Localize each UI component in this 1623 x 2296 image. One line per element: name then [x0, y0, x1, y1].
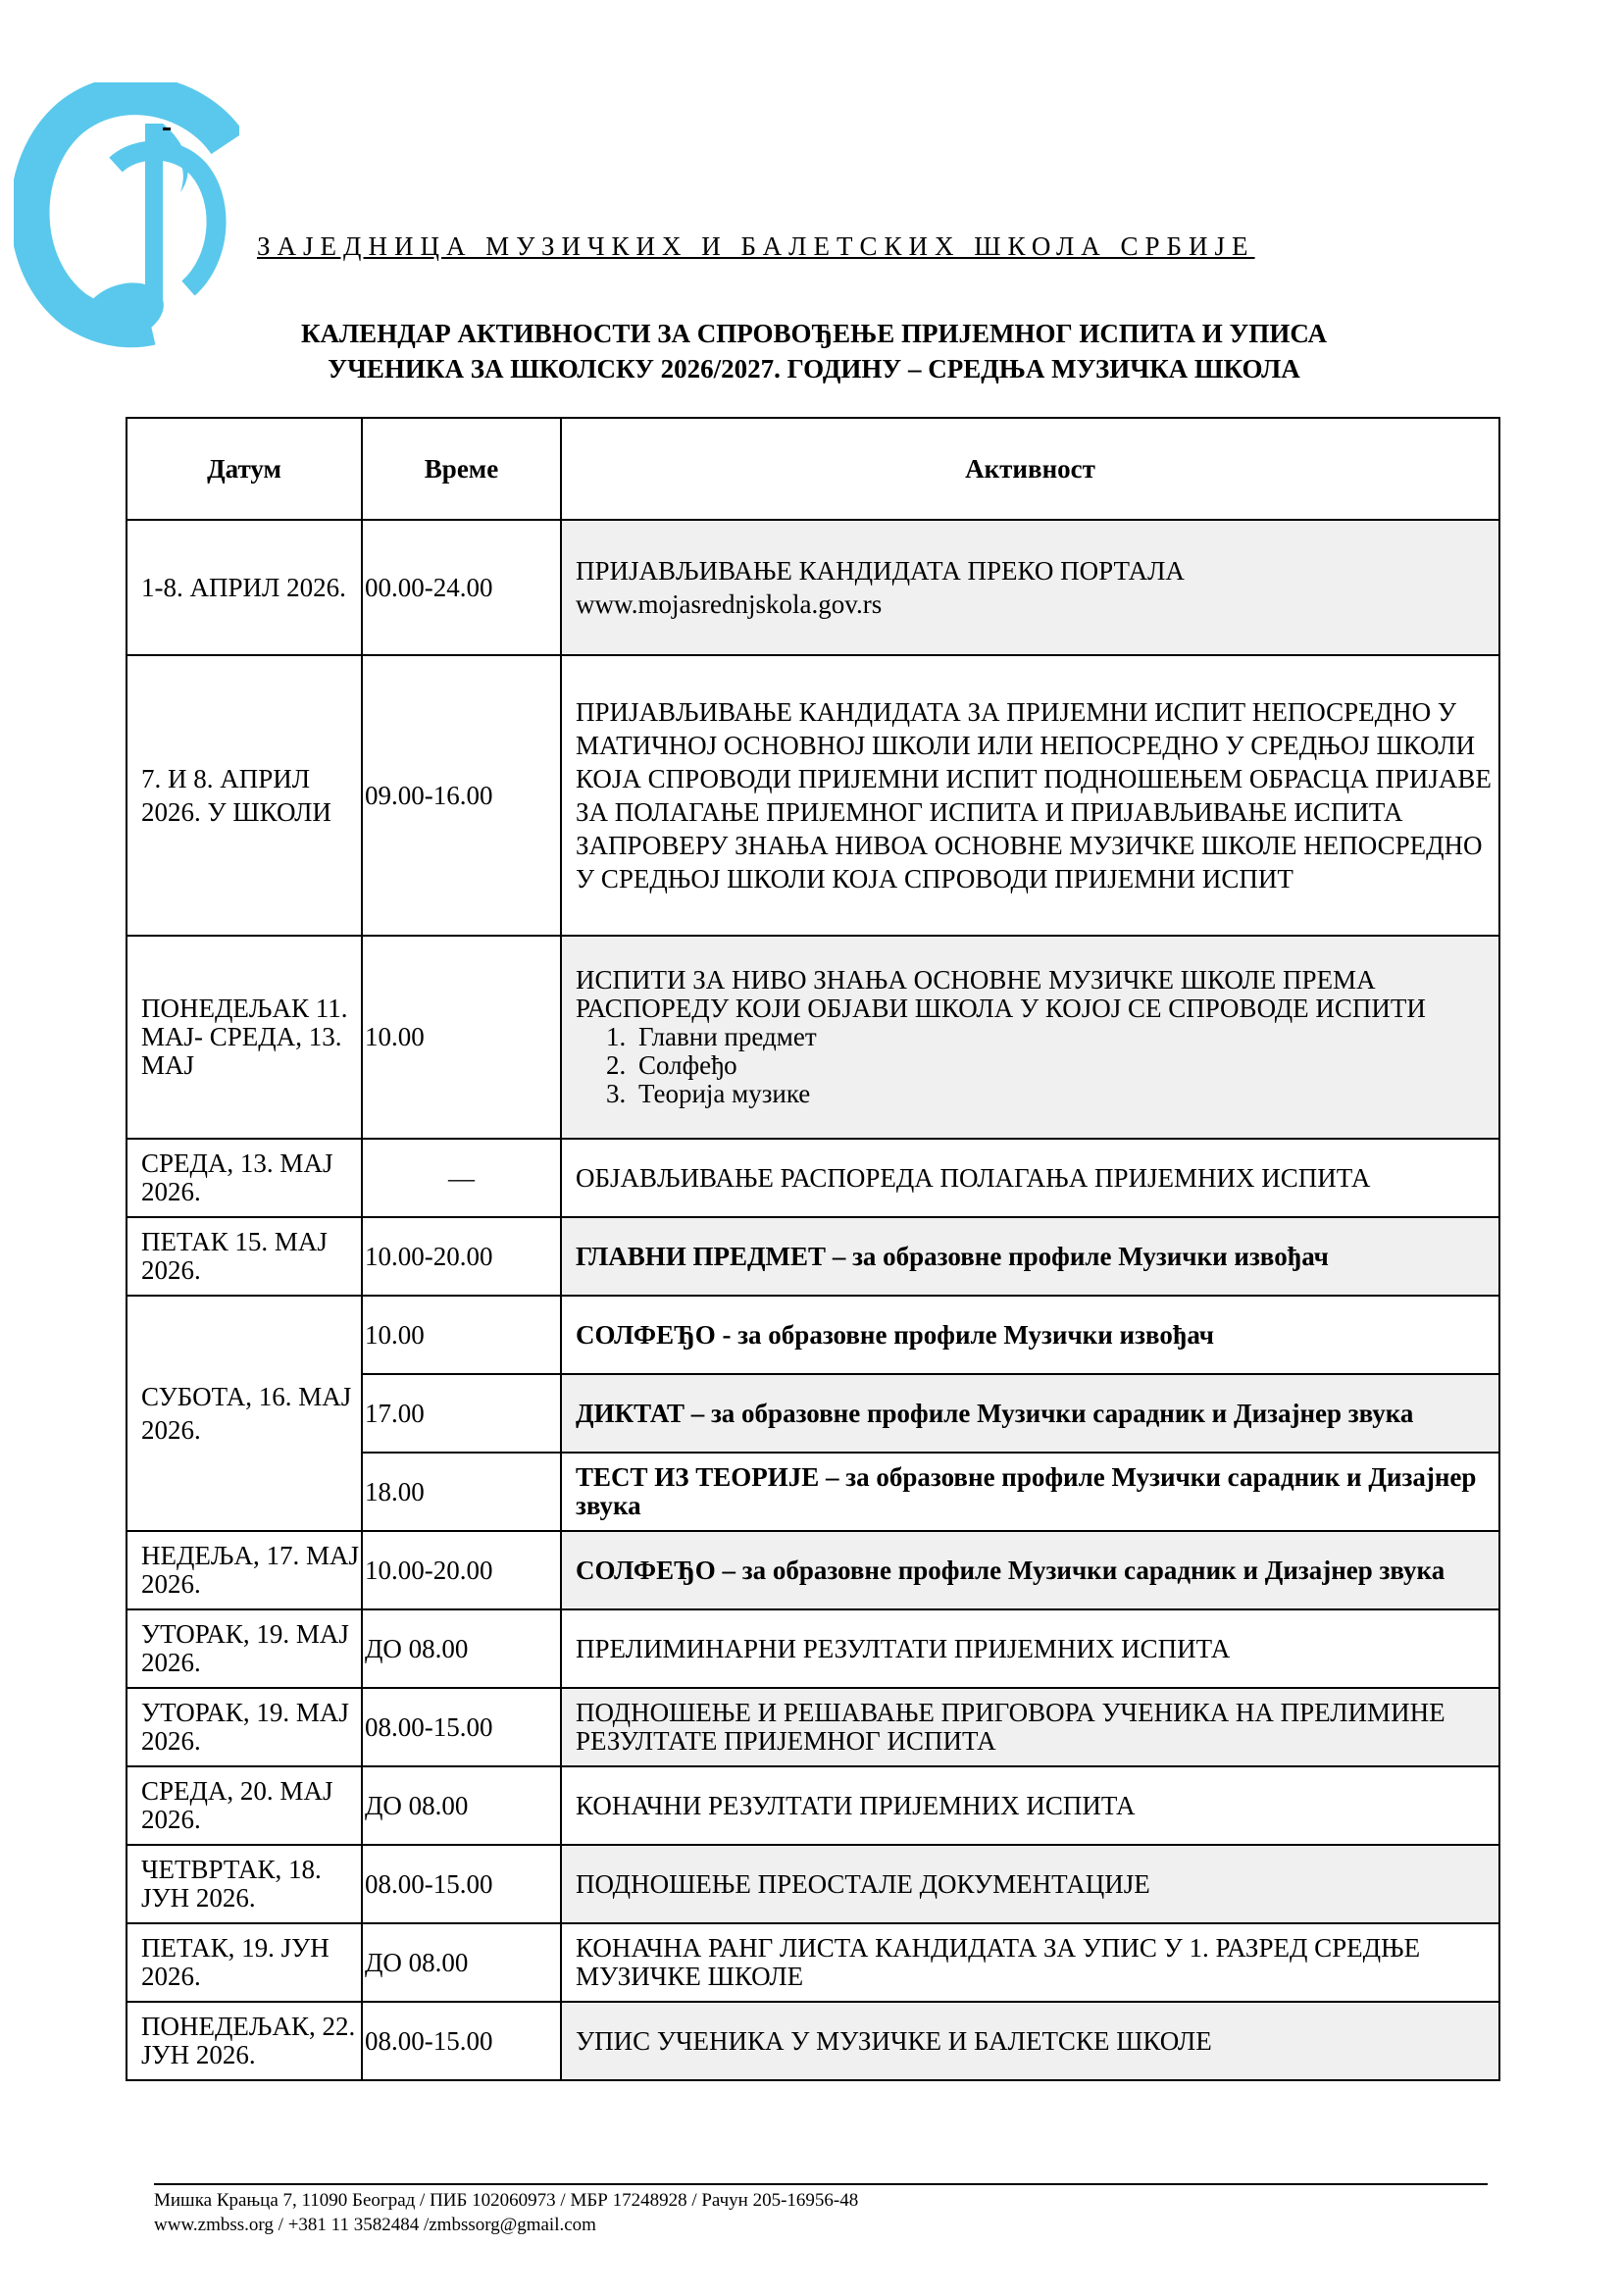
row-date: ЧЕТВРТАК, 18. ЈУН 2026. [127, 1845, 362, 1923]
row-date: СРЕДА, 20. МАЈ 2026. [127, 1766, 362, 1845]
organization-logo [14, 82, 239, 349]
exam-subject-item: 3. Теорија музике [633, 1080, 1496, 1108]
table-row [127, 1531, 1499, 1609]
table-row [127, 1923, 1499, 2002]
row-date: НЕДЕЉА, 17. МАЈ 2026. [127, 1531, 362, 1609]
row-time: ДО 08.00 [362, 1766, 561, 1845]
row-time: 10.00 [362, 1296, 561, 1374]
row-activity: ГЛАВНИ ПРЕДМЕТ – за образовне профиле Музички извођач [561, 1217, 1499, 1296]
row-activity: ПОДНОШЕЊЕ И РЕШАВАЊЕ ПРИГОВОРА УЧЕНИКА НА ПРЕЛИМИНЕ РЕЗУЛТАТЕ ПРИЈЕМНОГ ИСПИТА [561, 1688, 1499, 1766]
footer-contact: www.zmbss.org / +381 11 3582484 /zmbssorg@gmail.com [154, 2215, 596, 2235]
row-activity: ПРИЈАВЉИВАЊЕ КАНДИДАТА ПРЕКО ПОРТАЛА www.mojasrednjskola.gov.rs [561, 520, 1499, 655]
table-row [127, 1766, 1499, 1845]
row-time: — [362, 1139, 561, 1217]
table-row [127, 520, 1499, 655]
row-time: ДО 08.00 [362, 1609, 561, 1688]
exam-subject-item: 2. Солфеђо [633, 1051, 1496, 1080]
page-title [127, 316, 1500, 386]
table-row [127, 1845, 1499, 1923]
logo-note-stem [145, 124, 163, 310]
table-row [127, 1296, 1499, 1374]
column-header-activity: Активност [561, 418, 1499, 520]
table-row [127, 1609, 1499, 1688]
exam-subjects-list [576, 1023, 1496, 1108]
row-activity: ДИКТАТ – за образовне профиле Музички сарадник и Дизајнер звука [561, 1374, 1499, 1453]
column-header-date: Датум [127, 418, 362, 520]
logo-mark [163, 128, 171, 130]
row-time: ДО 08.00 [362, 1923, 561, 2002]
row-activity: ТЕСТ ИЗ ТЕОРИЈЕ – за образовне профиле Музички сарадник и Дизајнер звука [561, 1453, 1499, 1531]
row-date: ПЕТАК 15. МАЈ 2026. [127, 1217, 362, 1296]
row-time: 18.00 [362, 1453, 561, 1531]
row-activity: КОНАЧНИ РЕЗУЛТАТИ ПРИЈЕМНИХ ИСПИТА [561, 1766, 1499, 1845]
row-time: 10.00-20.00 [362, 1217, 561, 1296]
column-header-time: Време [362, 418, 561, 520]
table-row [127, 1217, 1499, 1296]
footer-address: Мишка Крањца 7, 11090 Београд / ПИБ 102060973 / МБР 17248928 / Рачун 205-16956-48 [154, 2190, 859, 2211]
row-time: 09.00-16.00 [362, 655, 561, 936]
row-activity: СОЛФЕЂО – за образовне профиле Музички сарадник и Дизајнер звука [561, 1531, 1499, 1609]
row-activity: ПРИЈАВЉИВАЊЕ КАНДИДАТА ЗА ПРИЈЕМНИ ИСПИТ НЕПОСРЕДНО У МАТИЧНОЈ ОСНОВНОЈ ШКОЛИ ИЛИ НЕПОСРЕДНО У СРЕДЊОЈ ШКОЛИ КОЈА СПРОВОДИ ПРИЈЕМНИ ИСПИТ ПОДНОШЕЊЕМ ОБРАСЦА ПРИЈАВЕ ЗА ПОЛАГАЊЕ ПРИЈЕМНОГ ИСПИТА И ПРИЈАВЉИВАЊЕ ИСПИТА ЗАПРОВЕРУ ЗНАЊА НИВОА ОСНОВНЕ МУЗИЧКЕ ШКОЛЕ НЕПОСРЕДНО У СРЕДЊОЈ ШКОЛИ КОЈА СПРОВОДИ ПРИЈЕМНИ ИСПИТ [561, 655, 1499, 936]
table-row [127, 1139, 1499, 1217]
row-time: 10.00-20.00 [362, 1531, 561, 1609]
row-date: СРЕДА, 13. МАЈ 2026. [127, 1139, 362, 1217]
row-activity: ОБЈАВЉИВАЊЕ РАСПОРЕДА ПОЛАГАЊА ПРИЈЕМНИХ ИСПИТА [561, 1139, 1499, 1217]
row-date: 7. И 8. АПРИЛ 2026. У ШКОЛИ [127, 655, 362, 936]
row-activity: ПРЕЛИМИНАРНИ РЕЗУЛТАТИ ПРИЈЕМНИХ ИСПИТА [561, 1609, 1499, 1688]
row-activity-text: ИСПИТИ ЗА НИВО ЗНАЊА ОСНОВНЕ МУЗИЧКЕ ШКОЛЕ ПРЕМА РАСПОРЕДУ КОЈИ ОБЈАВИ ШКОЛА У КОЈОЈ СЕ СПРОВОДЕ ИСПИТИ [576, 965, 1426, 1023]
row-time: 08.00-15.00 [362, 1688, 561, 1766]
row-date: ПОНЕДЕЉАК, 22. ЈУН 2026. [127, 2002, 362, 2080]
row-activity: КОНАЧНА РАНГ ЛИСТА КАНДИДАТА ЗА УПИС У 1. РАЗРЕД СРЕДЊЕ МУЗИЧКЕ ШКОЛЕ [561, 1923, 1499, 2002]
row-time: 08.00-15.00 [362, 1845, 561, 1923]
table-row [127, 936, 1499, 1139]
row-time: 00.00-24.00 [362, 520, 561, 655]
row-date: 1-8. АПРИЛ 2026. [127, 520, 362, 655]
activity-calendar-table [126, 417, 1500, 2081]
page-title-line1: КАЛЕНДАР АКТИВНОСТИ ЗА СПРОВОЂЕЊЕ ПРИЈЕМНОГ ИСПИТА И УПИСА [300, 319, 1328, 348]
table-row [127, 1688, 1499, 1766]
logo-inner-arc [116, 150, 217, 288]
row-activity: УПИС УЧЕНИКА У МУЗИЧКЕ И БАЛЕТСКЕ ШКОЛЕ [561, 2002, 1499, 2080]
table-row [127, 655, 1499, 936]
row-time: 10.00 [362, 936, 561, 1139]
row-activity: ПОДНОШЕЊЕ ПРЕОСТАЛЕ ДОКУМЕНТАЦИЈЕ [561, 1845, 1499, 1923]
exam-subject-item: 1. Главни предмет [633, 1023, 1496, 1051]
row-activity: СОЛФЕЂО - за образовне профиле Музички извођач [561, 1296, 1499, 1374]
row-date: УТОРАК, 19. МАЈ 2026. [127, 1609, 362, 1688]
page-title-line2: УЧЕНИКА ЗА ШКОЛСКУ 2026/2027. ГОДИНУ – СРЕДЊА МУЗИЧКА ШКОЛА [328, 354, 1300, 383]
table-row [127, 2002, 1499, 2080]
row-activity [561, 936, 1499, 1139]
row-date: УТОРАК, 19. МАЈ 2026. [127, 1688, 362, 1766]
row-date: СУБОТА, 16. МАЈ 2026. [127, 1296, 362, 1531]
organization-name: ЗАЈЕДНИЦА МУЗИЧКИХ И БАЛЕТСКИХ ШКОЛА СРБИЈЕ [257, 231, 1255, 261]
table-header-row [127, 418, 1499, 520]
row-time: 08.00-15.00 [362, 2002, 561, 2080]
row-time: 17.00 [362, 1374, 561, 1453]
page-footer [154, 2188, 858, 2237]
row-date: ПОНЕДЕЉАК 11. МАЈ- СРЕДА, 13. МАЈ [127, 936, 362, 1139]
row-date: ПЕТАК, 19. ЈУН 2026. [127, 1923, 362, 2002]
footer-divider [154, 2183, 1488, 2185]
